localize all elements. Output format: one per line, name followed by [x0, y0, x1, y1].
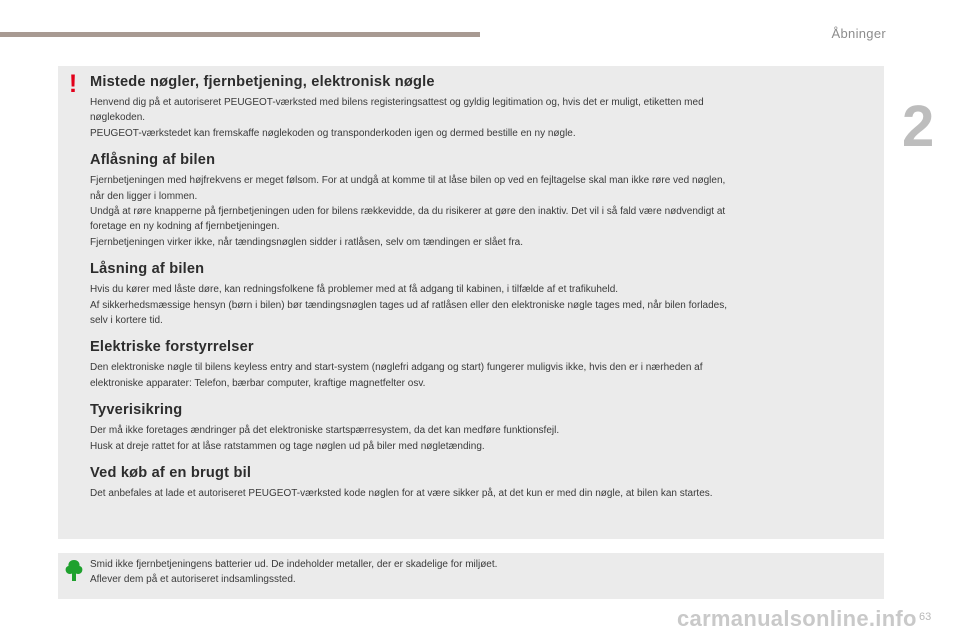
body-line: Undgå at røre knapperne på fjernbetjeningen uden for bilens rækkevidde, da du risikerer at gøre den inaktiv. Det vil i så fald være nødvendigt at	[90, 206, 726, 218]
exclamation-warning-icon: !	[68, 70, 78, 98]
body-line: PEUGEOT-værkstedet kan fremskaffe nøglekoden og transponderkoden igen og dermed bestille en ny nøgle.	[90, 127, 576, 139]
section-body	[90, 360, 882, 391]
body-line: når den ligger i lommen.	[90, 190, 198, 202]
warning-content	[90, 73, 882, 502]
section-title: Aflåsning af bilen	[90, 152, 216, 169]
note-line: Smid ikke fjernbetjeningens batterier ud. De indeholder metaller, der er skadelige for miljøet.	[90, 559, 498, 570]
body-line: Af sikkerhedsmæssige hensyn (børn i bilen) bør tændingsnøglen tages ud af ratlåsen eller den elektroniske nøgle tages med, når bilen forlades,	[90, 299, 727, 311]
section-locking	[90, 260, 882, 328]
section-title: Ved køb af en brugt bil	[90, 465, 252, 482]
section-lost-keys	[90, 73, 882, 141]
section-body	[90, 423, 882, 454]
body-line: nøglekoden.	[90, 112, 146, 124]
note-line: Aflever dem på et autoriseret indsamlingssted.	[90, 574, 296, 586]
section-body	[90, 282, 882, 328]
section-used-car	[90, 464, 882, 501]
body-line: Husk at dreje rattet for at låse ratstammen og tage nøglen ud på biler med nøgletænding.	[90, 440, 485, 452]
body-line: Det anbefales at lade et autoriseret PEUGEOT-værksted kode nøglen for at være sikker på, at det kun er med din nøgle, at bilen kan startes.	[90, 488, 713, 500]
body-line: Hvis du kører med låste døre, kan redningsfolkene få problemer med at få adgang til kabinen, i tilfælde af et trafikuheld.	[90, 284, 619, 296]
section-anti-theft	[90, 401, 882, 454]
page-number: 63	[919, 611, 932, 623]
header-rule	[0, 32, 480, 37]
section-electrical-interference	[90, 338, 882, 391]
section-body	[90, 173, 882, 250]
section-title: Tyverisikring	[90, 402, 183, 419]
section-title: Låsning af bilen	[90, 261, 205, 278]
section-label: Åbninger	[831, 26, 886, 41]
environment-note-text	[90, 557, 870, 588]
body-line: foretage en ny kodning af fjernbetjeningen.	[90, 221, 280, 233]
body-line: Fjernbetjeningen virker ikke, når tændingsnøglen sidder i ratlåsen, selv om tændingen er slået fra.	[90, 236, 523, 248]
body-line: selv i kortere tid.	[90, 315, 163, 327]
section-body	[90, 95, 882, 141]
leaf-tree-icon	[64, 559, 84, 583]
body-line: elektroniske apparater: Telefon, bærbar computer, kraftige magnetfelter osv.	[90, 377, 426, 389]
body-line: Der må ikke foretages ændringer på det elektroniske startspærresystem, da det kan medføre funktionsfejl.	[90, 425, 560, 437]
body-line: Fjernbetjeningen med højfrekvens er meget følsom. For at undgå at komme til at låse bilen op ved en fejltagelse skal man ikke røre ved nøglen,	[90, 175, 726, 187]
section-title: Elektriske forstyrrelser	[90, 339, 254, 356]
body-line: Den elektroniske nøgle til bilens keyless entry and start-system (nøglefri adgang og start) fungerer muligvis ikke, hvis den er i nærheden af	[90, 362, 703, 374]
watermark-text: carmanualsonline.info	[677, 606, 917, 631]
section-title: Mistede nøgler, fjernbetjening, elektronisk nøgle	[90, 74, 435, 90]
body-line: Henvend dig på et autoriseret PEUGEOT-værksted med bilens registeringsattest og gyldig legitimation og, hvis det er muligt, etiketten med	[90, 97, 704, 108]
section-unlocking	[90, 151, 882, 250]
chapter-number: 2	[902, 94, 935, 159]
section-body	[90, 486, 882, 501]
